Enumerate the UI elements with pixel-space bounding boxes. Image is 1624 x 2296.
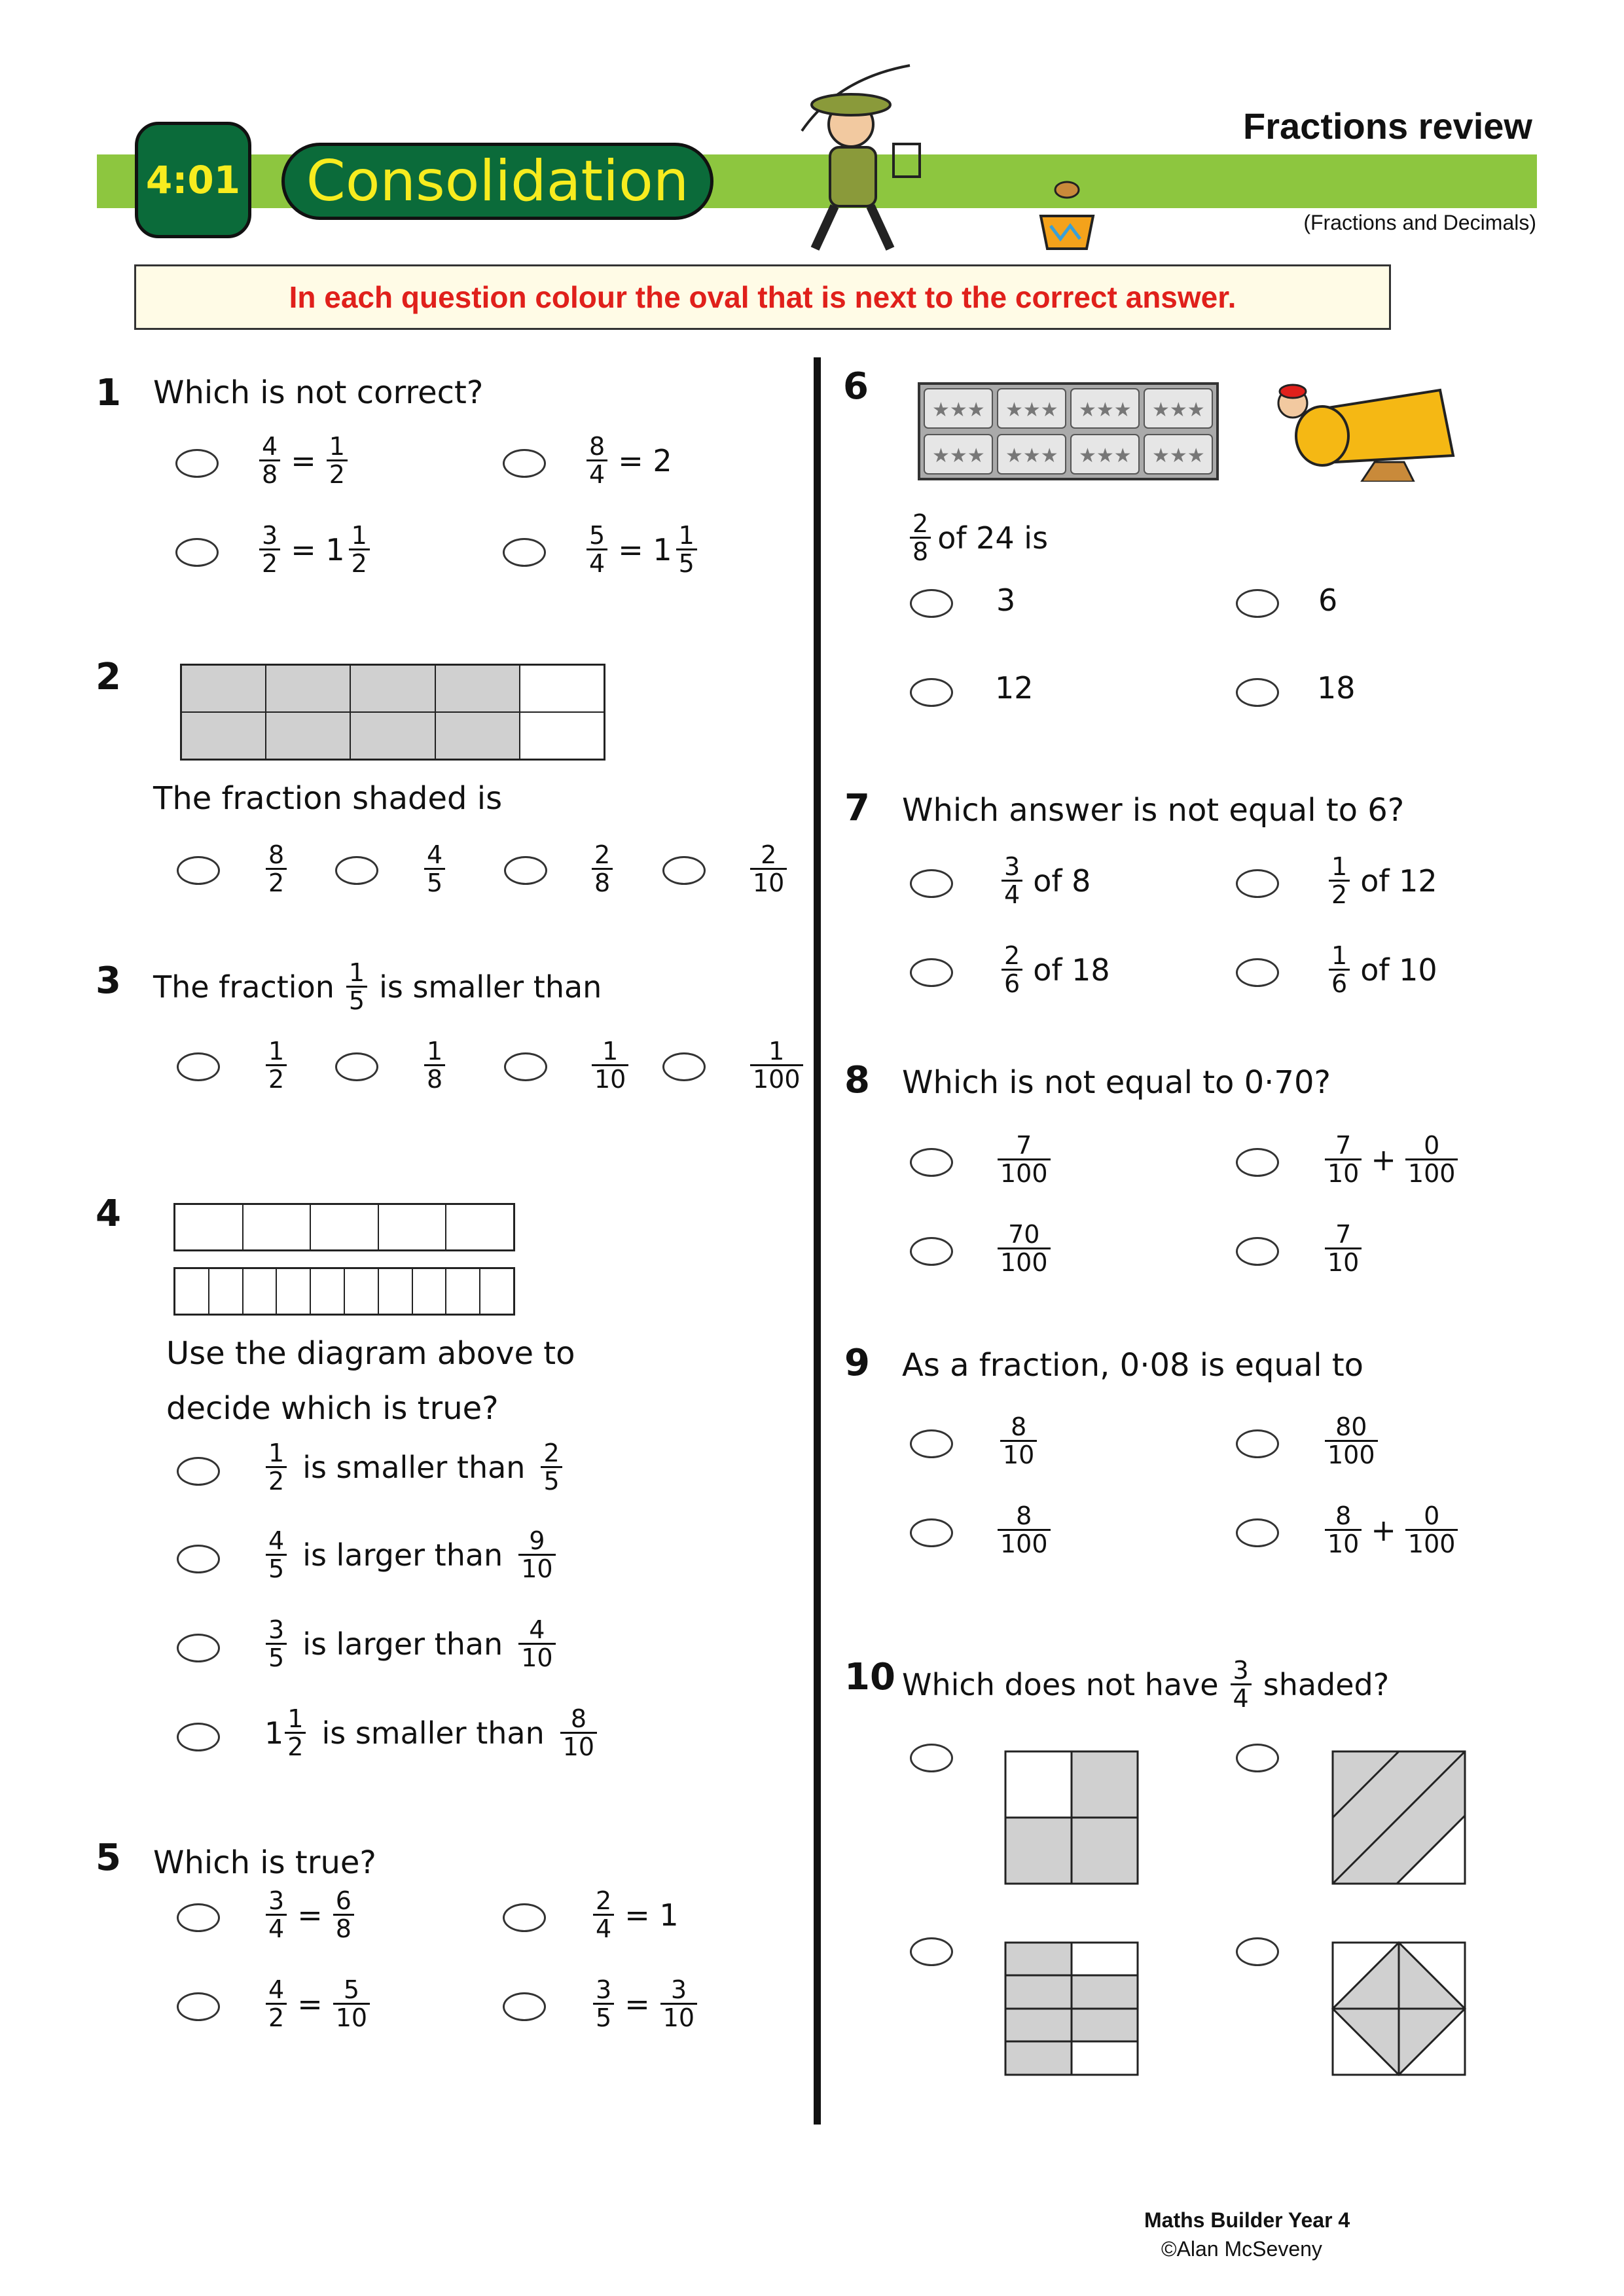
question-1-number: 1 xyxy=(96,372,121,414)
svg-text:★★★: ★★★ xyxy=(1079,444,1132,467)
q4-option-c-oval[interactable] xyxy=(177,1634,220,1662)
ringmaster-illustration xyxy=(753,52,1119,262)
q3-option-b-fraction: $\frac{1}{8}$ xyxy=(424,1038,445,1092)
svg-text:★★★: ★★★ xyxy=(932,444,985,467)
q8-option-c-fraction: $\frac{70}{100}$ xyxy=(998,1221,1051,1276)
q10-option-b-oval[interactable] xyxy=(1236,1744,1279,1772)
question-4-text-line1: Use the diagram above to xyxy=(166,1335,575,1372)
cannon-illustration xyxy=(1263,364,1479,482)
q9-option-d-oval[interactable] xyxy=(1236,1518,1279,1547)
column-divider xyxy=(814,357,821,2125)
q5-option-d-oval[interactable] xyxy=(503,1992,546,2021)
q9-option-b-oval[interactable] xyxy=(1236,1429,1279,1458)
q1-option-c-oval[interactable] xyxy=(175,538,219,567)
fraction: $\frac{5}{4}$ xyxy=(586,522,607,577)
q6-option-d: 18 xyxy=(1317,670,1356,706)
q10-option-d-oval[interactable] xyxy=(1236,1937,1279,1966)
question-6-number: 6 xyxy=(843,365,869,408)
fraction: $\frac{3}{4}$ xyxy=(1231,1657,1252,1712)
fraction: $\frac{3}{2}$ xyxy=(259,522,280,577)
q4-option-d-oval[interactable] xyxy=(177,1723,220,1751)
question-7-text: Which answer is not equal to 6? xyxy=(902,792,1405,829)
fraction: $\frac{2}{8}$ xyxy=(910,511,931,565)
q6-option-a-oval[interactable] xyxy=(910,589,953,618)
question-6-text: $\frac{2}{8}$ of 24 is xyxy=(910,511,1048,565)
page-title: Consolidation xyxy=(306,149,689,214)
question-2-text: The fraction shaded is xyxy=(153,780,503,817)
question-10-number: 10 xyxy=(844,1656,895,1698)
q5-option-a: $\frac{3}{4}$ = $\frac{6}{8}$ xyxy=(262,1888,358,1942)
q2-option-a-oval[interactable] xyxy=(177,856,220,885)
q6-option-a: 3 xyxy=(996,583,1016,618)
q7-option-c-oval[interactable] xyxy=(910,958,953,987)
q3-option-c-fraction: $\frac{1}{10}$ xyxy=(592,1038,628,1092)
topic-subtitle: (Fractions and Decimals) xyxy=(1303,211,1536,234)
q8-option-a-oval[interactable] xyxy=(910,1148,953,1177)
svg-text:★★★: ★★★ xyxy=(1005,399,1058,422)
q6-option-c-oval[interactable] xyxy=(910,678,953,707)
q5-option-a-oval[interactable] xyxy=(177,1903,220,1932)
question-5-text: Which is true? xyxy=(153,1844,376,1881)
svg-text:★★★: ★★★ xyxy=(1152,444,1205,467)
fraction: $\frac{8}{4}$ xyxy=(586,433,607,488)
q8-option-a-fraction: $\frac{7}{100}$ xyxy=(998,1132,1051,1187)
question-4-text-line2: decide which is true? xyxy=(166,1390,499,1427)
q10-option-c-square xyxy=(1004,1941,1139,2076)
q9-option-b-fraction: $\frac{80}{100}$ xyxy=(1325,1414,1378,1468)
q7-option-b-oval[interactable] xyxy=(1236,869,1279,898)
q4-option-a: $\frac{1}{2}$ is smaller than $\frac{2}{5}$ xyxy=(262,1440,566,1494)
q6-option-d-oval[interactable] xyxy=(1236,678,1279,707)
question-9-number: 9 xyxy=(844,1342,870,1384)
fraction: $\frac{1}{2}$ xyxy=(349,522,370,577)
q5-option-c: $\frac{4}{2}$ = $\frac{5}{10}$ xyxy=(262,1977,374,2031)
q3-option-a-oval[interactable] xyxy=(177,1052,220,1081)
q2-option-b-fraction: $\frac{4}{5}$ xyxy=(424,842,445,896)
q4-fifths-strip xyxy=(173,1203,515,1251)
q1-option-c: $\frac{3}{2}$ = 1 $\frac{1}{2}$ xyxy=(255,522,374,577)
fraction: $\frac{1}{5}$ xyxy=(676,522,697,577)
q8-option-c-oval[interactable] xyxy=(910,1237,953,1266)
q10-option-b-square xyxy=(1331,1750,1466,1885)
q2-option-d-fraction: $\frac{2}{10}$ xyxy=(750,842,787,896)
q5-option-b: $\frac{2}{4}$ = 1 xyxy=(589,1888,679,1942)
svg-text:★★★: ★★★ xyxy=(1079,399,1132,422)
svg-text:★★★: ★★★ xyxy=(1152,399,1205,422)
q4-tenths-strip xyxy=(173,1267,515,1316)
q2-option-d-oval[interactable] xyxy=(662,856,706,885)
q2-option-b-oval[interactable] xyxy=(335,856,378,885)
fraction: $\frac{1}{5}$ xyxy=(346,960,367,1014)
q2-option-c-fraction: $\frac{2}{8}$ xyxy=(592,842,613,896)
question-3-text: The fraction $\frac{1}{5}$ is smaller than xyxy=(153,958,602,1015)
topic-title: Fractions review xyxy=(1243,105,1532,147)
q3-option-d-fraction: $\frac{1}{100}$ xyxy=(750,1038,803,1092)
question-9-text: As a fraction, 0·08 is equal to xyxy=(902,1347,1364,1384)
fraction: $\frac{4}{8}$ xyxy=(259,433,280,488)
question-8-text: Which is not equal to 0·70? xyxy=(902,1064,1331,1101)
question-1-text: Which is not correct? xyxy=(153,374,484,411)
q5-option-c-oval[interactable] xyxy=(177,1992,220,2021)
q9-option-c-fraction: $\frac{8}{100}$ xyxy=(998,1503,1051,1557)
instruction-text: In each question colour the oval that is next to the correct answer. xyxy=(289,280,1236,314)
q7-option-b: $\frac{1}{2}$ of 12 xyxy=(1325,853,1437,908)
fraction: $\frac{1}{2}$ xyxy=(327,433,348,488)
q7-option-a-oval[interactable] xyxy=(910,869,953,898)
q10-option-c-oval[interactable] xyxy=(910,1937,953,1966)
q2-option-c-oval[interactable] xyxy=(504,856,547,885)
q6-stars-tray xyxy=(918,382,1219,480)
q3-option-b-oval[interactable] xyxy=(335,1052,378,1081)
q4-option-d: 1 $\frac{1}{2}$ is smaller than $\frac{8}{10}$ xyxy=(264,1706,601,1760)
question-3-number: 3 xyxy=(96,960,121,1002)
q7-option-d: $\frac{1}{6}$ of 10 xyxy=(1325,942,1437,997)
q9-option-c-oval[interactable] xyxy=(910,1518,953,1547)
q4-option-b-oval[interactable] xyxy=(177,1545,220,1573)
q3-option-d-oval[interactable] xyxy=(662,1052,706,1081)
q3-option-c-oval[interactable] xyxy=(504,1052,547,1081)
question-10-text: Which does not have $\frac{3}{4}$ shaded? xyxy=(902,1656,1390,1713)
q5-option-b-oval[interactable] xyxy=(503,1903,546,1932)
q10-option-d-square xyxy=(1331,1941,1466,2076)
q1-option-a: $\frac{4}{8}$ = $\frac{1}{2}$ xyxy=(255,433,352,488)
q8-option-b: $\frac{7}{10}$ + $\frac{0}{100}$ xyxy=(1321,1132,1462,1187)
q9-option-a-oval[interactable] xyxy=(910,1429,953,1458)
svg-text:★★★: ★★★ xyxy=(932,399,985,422)
q1-option-d: $\frac{5}{4}$ = 1 $\frac{1}{5}$ xyxy=(583,522,701,577)
q10-option-a-square xyxy=(1004,1750,1139,1885)
q6-option-b-oval[interactable] xyxy=(1236,589,1279,618)
q5-option-d: $\frac{3}{5}$ = $\frac{3}{10}$ xyxy=(589,1977,701,2031)
q1-option-b: $\frac{8}{4}$ = 2 xyxy=(583,433,672,488)
q1-option-d-oval[interactable] xyxy=(503,538,546,567)
q2-option-a-fraction: $\frac{8}{2}$ xyxy=(266,842,287,896)
footer-book-title: Maths Builder Year 4 xyxy=(1144,2208,1350,2232)
q7-option-a: $\frac{3}{4}$ of 8 xyxy=(998,853,1091,908)
q4-option-c: $\frac{3}{5}$ is larger than $\frac{4}{10}$ xyxy=(262,1617,560,1671)
q9-option-d: $\frac{8}{10}$ + $\frac{0}{100}$ xyxy=(1321,1503,1462,1557)
question-8-number: 8 xyxy=(844,1059,870,1102)
q1-option-b-oval[interactable] xyxy=(503,449,546,478)
title-pill xyxy=(281,143,713,220)
q9-option-a-fraction: $\frac{8}{10}$ xyxy=(1000,1414,1037,1468)
q3-option-a-fraction: $\frac{1}{2}$ xyxy=(266,1038,287,1092)
q4-option-b: $\frac{4}{5}$ is larger than $\frac{9}{10}$ xyxy=(262,1528,560,1582)
svg-text:★★★: ★★★ xyxy=(1005,444,1058,467)
lesson-code: 4:01 xyxy=(145,158,241,202)
question-5-number: 5 xyxy=(96,1837,121,1879)
q4-option-a-oval[interactable] xyxy=(177,1457,220,1486)
q8-option-d-fraction: $\frac{7}{10}$ xyxy=(1325,1221,1362,1276)
q2-shaded-diagram xyxy=(180,664,605,761)
q10-option-a-oval[interactable] xyxy=(910,1744,953,1772)
q7-option-d-oval[interactable] xyxy=(1236,958,1279,987)
q6-option-c: 12 xyxy=(995,670,1034,706)
lesson-code-badge xyxy=(135,122,251,238)
q8-option-b-oval[interactable] xyxy=(1236,1148,1279,1177)
footer-copyright: ©Alan McSeveny xyxy=(1161,2237,1322,2261)
q8-option-d-oval[interactable] xyxy=(1236,1237,1279,1266)
q6-option-b: 6 xyxy=(1318,583,1338,618)
instruction-box xyxy=(134,264,1391,330)
question-2-number: 2 xyxy=(96,656,121,698)
q1-option-a-oval[interactable] xyxy=(175,449,219,478)
question-4-number: 4 xyxy=(96,1193,121,1235)
question-7-number: 7 xyxy=(844,787,870,829)
q7-option-c: $\frac{2}{6}$ of 18 xyxy=(998,942,1110,997)
